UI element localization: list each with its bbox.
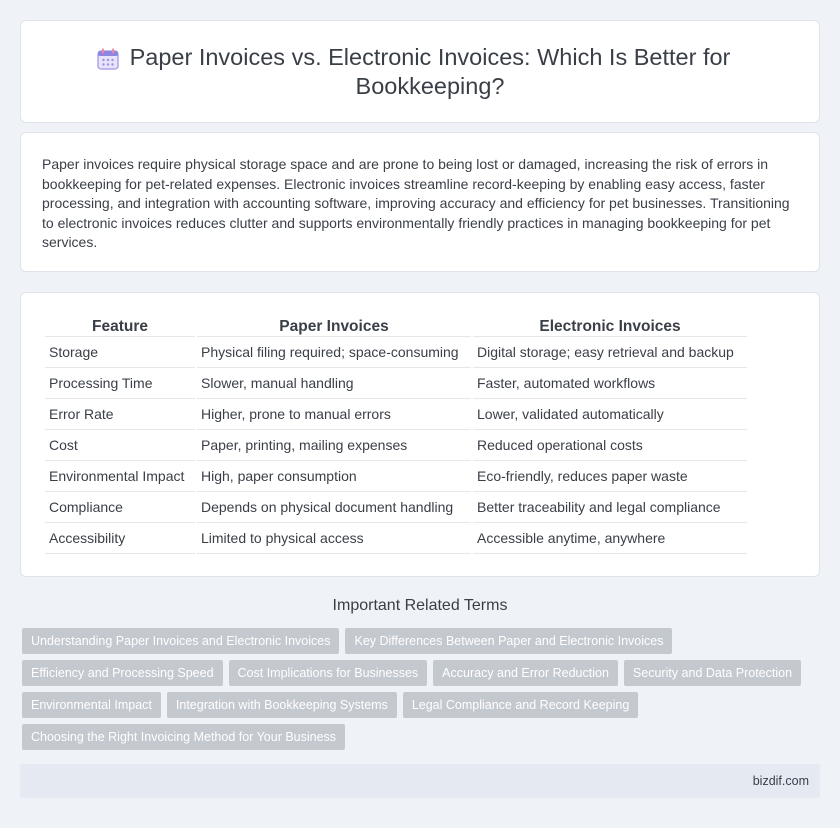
footer — [20, 764, 820, 798]
header-feature: Feature — [45, 315, 195, 337]
electronic-cell: Lower, validated automatically — [473, 399, 747, 430]
header-paper-invoices: Paper Invoices — [197, 315, 471, 337]
related-term-tag[interactable]: Understanding Paper Invoices and Electronic Invoices — [22, 628, 339, 654]
feature-cell: Accessibility — [45, 523, 195, 554]
paper-cell: High, paper consumption — [197, 461, 471, 492]
table-row — [45, 399, 747, 430]
related-term-tag[interactable]: Efficiency and Processing Speed — [22, 660, 223, 686]
related-term-tag[interactable]: Legal Compliance and Record Keeping — [403, 692, 639, 718]
feature-cell: Compliance — [45, 492, 195, 523]
paper-cell: Limited to physical access — [197, 523, 471, 554]
title-card — [20, 20, 820, 123]
feature-cell: Cost — [45, 430, 195, 461]
feature-cell: Storage — [45, 337, 195, 368]
table-header-row — [45, 315, 747, 337]
related-terms-heading: Important Related Terms — [332, 597, 508, 614]
paper-cell: Physical filing required; space-consuming — [197, 337, 471, 368]
electronic-cell: Accessible anytime, anywhere — [473, 523, 747, 554]
header-electronic-invoices: Electronic Invoices — [473, 315, 747, 337]
tag-row — [22, 628, 802, 654]
related-term-tag[interactable]: Accuracy and Error Reduction — [433, 660, 618, 686]
table-row — [45, 337, 747, 368]
related-term-tag[interactable]: Security and Data Protection — [624, 660, 801, 686]
related-term-tag[interactable]: Environmental Impact — [22, 692, 161, 718]
related-term-tag[interactable]: Integration with Bookkeeping Systems — [167, 692, 397, 718]
feature-cell: Error Rate — [45, 399, 195, 430]
tag-row — [22, 660, 802, 686]
table-row — [45, 430, 747, 461]
feature-cell: Processing Time — [45, 368, 195, 399]
related-terms-tags — [22, 628, 802, 756]
table-row — [45, 523, 747, 554]
feature-cell: Environmental Impact — [45, 461, 195, 492]
electronic-cell: Faster, automated workflows — [473, 368, 747, 399]
comparison-table — [43, 315, 749, 554]
table-row — [45, 492, 747, 523]
electronic-cell: Digital storage; easy retrieval and backup — [473, 337, 747, 368]
paper-cell: Higher, prone to manual errors — [197, 399, 471, 430]
electronic-cell: Eco-friendly, reduces paper waste — [473, 461, 747, 492]
related-term-tag[interactable]: Cost Implications for Businesses — [229, 660, 428, 686]
table-row — [45, 368, 747, 399]
tag-row — [22, 724, 802, 750]
tag-row — [22, 692, 802, 718]
footer-site: bizdif.com — [752, 774, 809, 788]
electronic-cell: Reduced operational costs — [473, 430, 747, 461]
page-title: Paper Invoices vs. Electronic Invoices: Which Is Better for Bookkeeping? — [129, 44, 731, 99]
intro-card — [20, 132, 820, 272]
paper-cell: Slower, manual handling — [197, 368, 471, 399]
paper-cell: Paper, printing, mailing expenses — [197, 430, 471, 461]
comparison-card — [20, 292, 820, 577]
intro-paragraph: Paper invoices require physical storage space and are prone to being lost or damaged, increasing the risk of errors in bookkeeping for pet-related expenses. Electronic invoices streamline record-keeping by enabling easy access, faster processing, and integration with accounting software, improving accuracy and efficiency for pet businesses. Transitioning to electronic invoices reduces clutter and supports environmentally friendly practices in managing bookkeeping for pet services. — [42, 156, 790, 250]
table-row — [45, 461, 747, 492]
related-term-tag[interactable]: Key Differences Between Paper and Electronic Invoices — [345, 628, 672, 654]
electronic-cell: Better traceability and legal compliance — [473, 492, 747, 523]
paper-cell: Depends on physical document handling — [197, 492, 471, 523]
related-term-tag[interactable]: Choosing the Right Invoicing Method for Your Business — [22, 724, 345, 750]
